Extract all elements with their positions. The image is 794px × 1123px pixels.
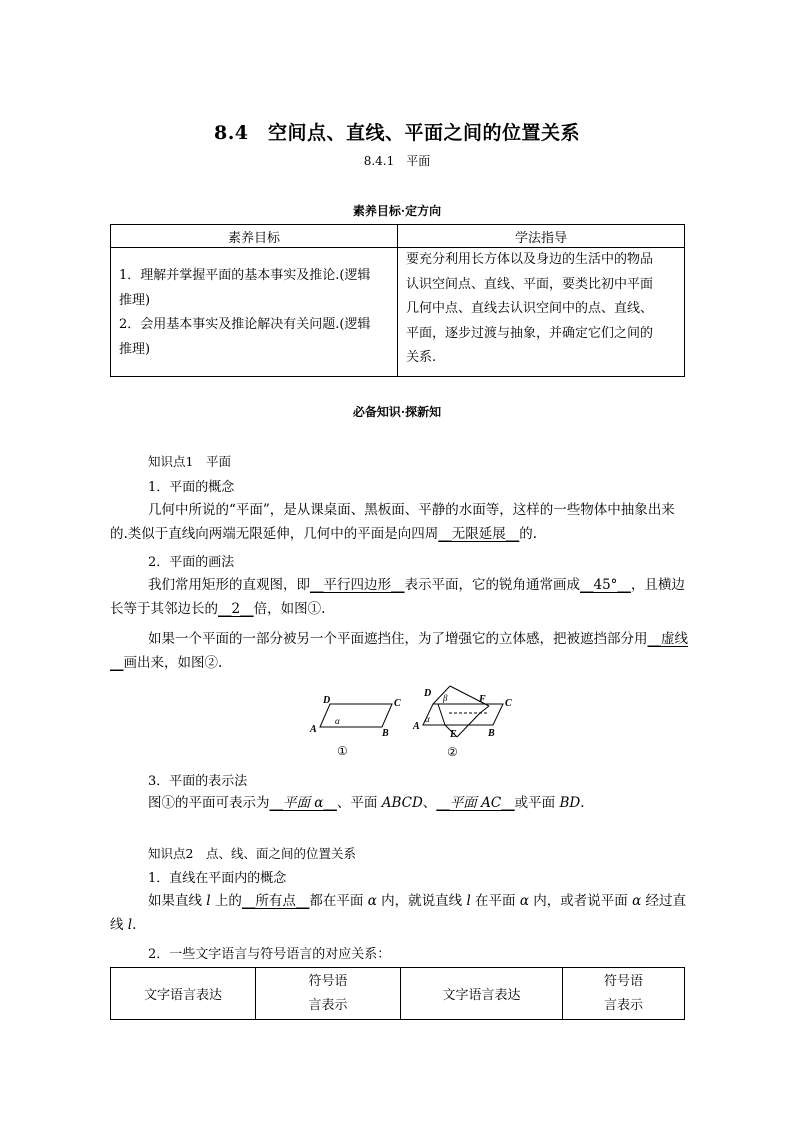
kp2-item2-title: 2．一些文字语言与符号语言的对应关系： — [148, 947, 391, 962]
page-title: 8.4 空间点、直线、平面之间的位置关系 — [213, 122, 581, 144]
kp1-item3-title: 3．平面的表示法 — [148, 774, 248, 789]
goals-table — [110, 224, 685, 377]
goal-line: 1．理解并掌握平面的基本事实及推论.(逻辑 — [119, 268, 371, 283]
figure-1-number: ① — [337, 744, 348, 758]
kp1-item2-paragraph2: 如果一个平面的一部分被另一个平面遮挡住，为了增强它的立体感，把被遮挡部分用__虚线__画出来，如图②. — [110, 631, 688, 671]
header-symbol-expression: 符号语 言表示 — [256, 968, 401, 1020]
answer-blank: __平面 AC__ — [436, 795, 515, 811]
fig2-label-D: D — [424, 688, 432, 699]
goal-line: 推理) — [119, 341, 151, 357]
kp1-item1-paragraph: 几何中所说的“平面”，是从课桌面、黑板面、平静的水面等，这样的一些物体中抽象出来的.类似于直线向两端无限延伸，几何中的平面是向四周__无限延展__的. — [110, 502, 675, 542]
kp2-item1-paragraph: 如果直线 l 上的__所有点__都在平面 α 内，就说直线 l 在平面 α 内，或者说平面 α 经过直线 l. — [110, 893, 686, 933]
section-caption-goals: 素养目标·定方向 — [352, 204, 442, 218]
answer-blank: __所有点__ — [241, 893, 310, 909]
guidance-line: 几何中点、直线去认识空间中的点、直线、 — [406, 301, 654, 316]
answer-blank: __平行四边形__ — [310, 577, 405, 593]
fig1-label-alpha: α — [335, 716, 340, 726]
guidance-line: 关系. — [406, 350, 437, 365]
correspondence-table — [110, 967, 685, 1020]
header-text-expression: 文字语言表达 — [111, 968, 256, 1020]
guidance-line: 平面，逐步过渡与抽象，并确定它们之间的 — [406, 325, 654, 341]
kp1-item1-title: 1．平面的概念 — [148, 480, 235, 495]
fig1-label-C: C — [394, 698, 401, 709]
kp1-item2-paragraph: 我们常用矩形的直观图，即__平行四边形__表示平面，它的锐角通常画成__45°__，且横边长等于其邻边长的__2__倍，如图①. — [110, 577, 685, 617]
kp1-heading: 知识点1 平面 — [148, 454, 231, 469]
figure-2-intersecting-planes — [405, 682, 525, 762]
answer-blank: __2__ — [218, 601, 254, 617]
figure-1-plane — [300, 690, 400, 760]
answer-blank: __无限延展__ — [438, 526, 520, 542]
answer-blank: 虚线__ — [110, 631, 688, 671]
answer-blank: __平面 α__ — [269, 795, 337, 811]
fig2-label-E: E — [450, 729, 457, 740]
fig1-label-B: B — [382, 728, 389, 739]
header-symbol-expression-2: 符号语 言表示 — [563, 968, 685, 1020]
kp2-heading: 知识点2 点、线、面之间的位置关系 — [148, 846, 356, 861]
goals-cell — [111, 248, 398, 377]
answer-blank: __ — [647, 631, 661, 647]
guidance-line: 要充分利用长方体以及身边的生活中的物品 — [406, 252, 654, 267]
answer-blank: __45°__ — [580, 577, 631, 593]
goal-line: 推理) — [119, 292, 151, 308]
fig1-label-A: A — [310, 724, 317, 735]
fig2-label-F: F — [479, 694, 486, 705]
guidance-cell — [398, 248, 685, 377]
goals-header: 素养目标 — [111, 225, 398, 248]
fig2-label-C: C — [505, 698, 512, 709]
guidance-line: 认识空间点、直线、平面，要类比初中平面 — [406, 276, 654, 292]
guidance-header: 学法指导 — [398, 225, 685, 248]
fig2-label-alpha: α — [425, 714, 430, 724]
fig1-label-D: D — [323, 695, 331, 706]
fig2-label-B: B — [488, 728, 495, 739]
kp1-item3-paragraph: 图①的平面可表示为__平面 α__、平面 ABCD、__平面 AC__或平面 BD. — [148, 795, 585, 811]
fig2-label-A: A — [413, 721, 420, 732]
kp1-item2-title: 2．平面的画法 — [148, 555, 235, 570]
goal-line: 2．会用基本事实及推论解决有关问题.(逻辑 — [119, 317, 371, 332]
fig2-label-beta: β — [443, 693, 448, 703]
figure-2-number: ② — [447, 745, 458, 759]
section-caption-knowledge: 必备知识·探新知 — [352, 405, 442, 419]
kp2-item1-title: 1．直线在平面内的概念 — [148, 871, 287, 886]
header-text-expression-2: 文字语言表达 — [401, 968, 563, 1020]
page-subtitle: 8.4.1 平面 — [363, 154, 431, 168]
